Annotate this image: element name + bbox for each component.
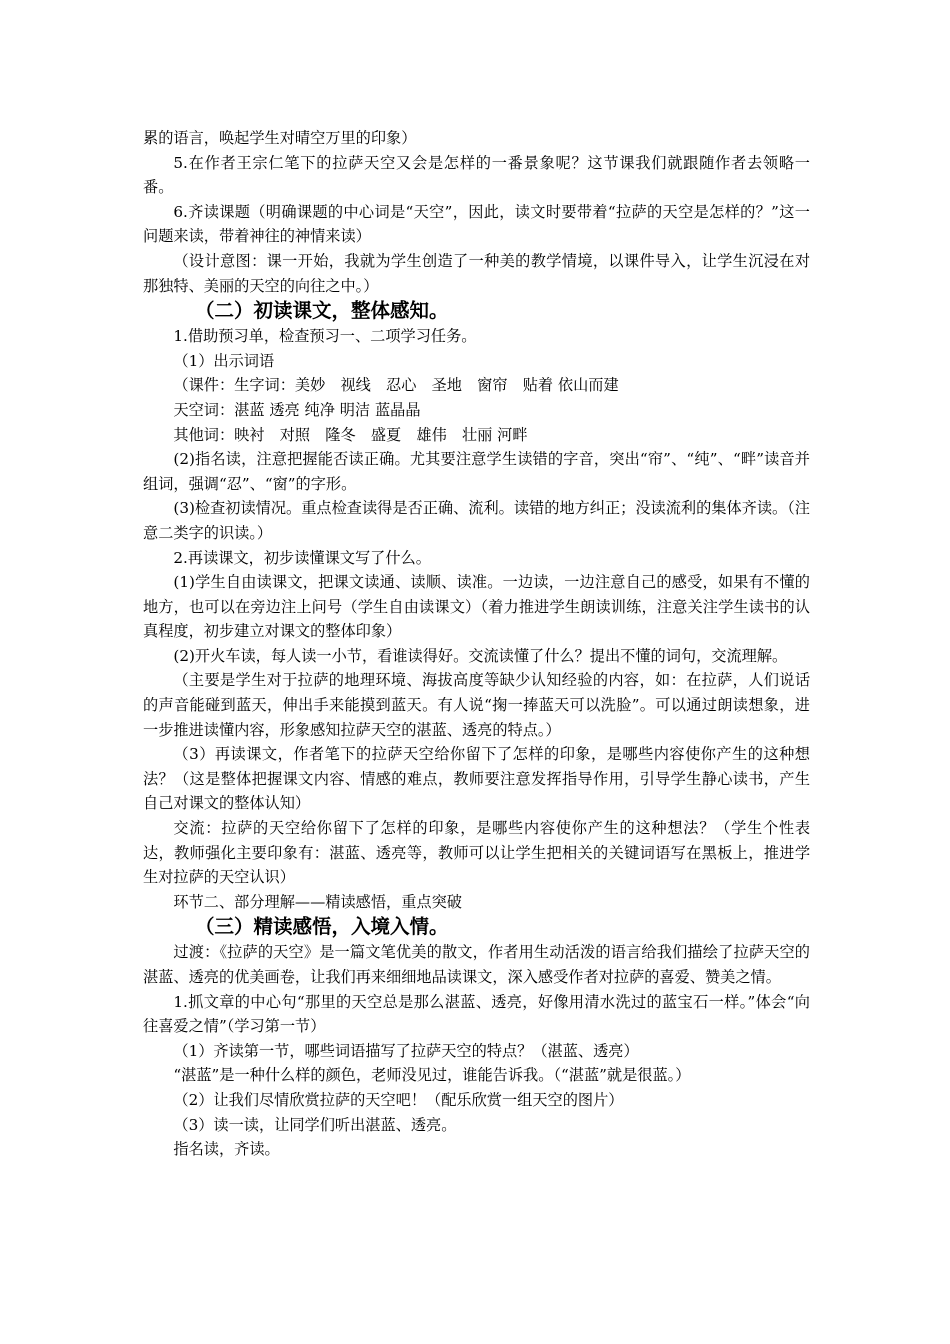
paragraph: （3）再读课文，作者笔下的拉萨天空给你留下了怎样的印象，是哪些内容使你产生的这种想法？（这是整体把握课文内容、情感的难点，教师要注意发挥指导作用，引导学生静心读书，产生自己对课文的整体认知） bbox=[143, 745, 810, 813]
paragraph: （主要是学生对于拉萨的地理环境、海拔高度等缺少认知经验的内容，如：在拉萨，人们说话的声音能碰到蓝天，伸出手来能摸到蓝天。有人说“掬一捧蓝天可以洗脸”。可以通过朗读想象，进一步推进读懂内容，形象感知拉萨天空的湛蓝、透亮的特点。） bbox=[143, 671, 810, 739]
paragraph: 交流：拉萨的天空给你留下了怎样的印象，是哪些内容使你产生的这种想法？（学生个性表达，教师强化主要印象有：湛蓝、透亮等，教师可以让学生把相关的关键词语写在黑板上，推进学生对拉萨的天空认识） bbox=[143, 819, 810, 887]
word-list-line: 其他词：映衬 对照 隆冬 盛夏 雄伟 壮丽 河畔 bbox=[173, 425, 528, 444]
paragraph: 2.再读课文，初步读懂课文写了什么。 bbox=[173, 548, 431, 567]
paragraph: （1）齐读第一节，哪些词语描写了拉萨天空的特点？（湛蓝、透亮） bbox=[173, 1041, 639, 1060]
paragraph: (1)学生自由读课文，把课文读通、读顺、读准。一边读，一边注意自己的感受，如果有不懂的地方，也可以在旁边注上问号（学生自由读课文）（着力推进学生朗读训练，注意关注学生读书的认真程度，初步建立对课文的整体印象） bbox=[143, 573, 810, 641]
section-heading: （二）初读课文，整体感知。 bbox=[195, 299, 449, 323]
paragraph: (3)检查初读情况。重点检查读得是否正确、流利。读错的地方纠正；没读流利的集体齐读。（注意二类字的识读。） bbox=[143, 499, 810, 542]
section-heading: （三）精读感悟，入境入情。 bbox=[195, 915, 449, 939]
design-intent-note: （设计意图：课一开始，我就为学生创造了一种美的教学情境，以课件导入，让学生沉浸在对那独特、美丽的天空的向往之中。） bbox=[143, 251, 810, 295]
paragraph: 过渡：《拉萨的天空》是一篇文笔优美的散文，作者用生动活泼的语言给我们描绘了拉萨天空的湛蓝、透亮的优美画卷，让我们再来细细地品读课文，深入感受作者对拉萨的喜爱、赞美之情。 bbox=[143, 943, 810, 986]
paragraph: （1）出示词语 bbox=[173, 351, 275, 370]
paragraph: （2）让我们尽情欣赏拉萨的天空吧！（配乐欣赏一组天空的图片） bbox=[173, 1090, 624, 1109]
paragraph: “湛蓝”是一种什么样的颜色，老师没见过，谁能告诉我。（“湛蓝”就是很蓝。） bbox=[173, 1066, 691, 1085]
paragraph: 累的语言，唤起学生对晴空万里的印象） bbox=[143, 129, 417, 147]
paragraph: (2)开火车读，每人读一小节，看谁读得好。交流读懂了什么？提出不懂的词句，交流理解。 bbox=[173, 646, 788, 665]
word-list-line: （课件：生字词：美妙 视线 忍心 圣地 窗帘 贴着 依山而建 bbox=[173, 376, 619, 395]
paragraph: 1.借助预习单，检查预习一、二项学习任务。 bbox=[173, 327, 477, 346]
paragraph: 5.在作者王宗仁笔下的拉萨天空又会是怎样的一番景象呢？这节课我们就跟随作者去领略一番。 bbox=[143, 153, 810, 197]
paragraph: 环节二、部分理解——精读感悟，重点突破 bbox=[173, 892, 462, 911]
paragraph: 指名读，齐读。 bbox=[173, 1140, 280, 1159]
paragraph: (2)指名读，注意把握能否读正确。尤其要注意学生读错的字音，突出“帘”、“纯”、“畔”读音并组词，强调“忍”、“窗”的字形。 bbox=[143, 450, 810, 493]
word-list-line: 天空词：湛蓝 透亮 纯净 明洁 蓝晶晶 bbox=[173, 400, 421, 419]
paragraph: 6.齐读课题（明确课题的中心词是“天空”，因此，读文时要带着“拉萨的天空是怎样的？”这一问题来读，带着神往的神情来读） bbox=[143, 202, 810, 246]
paragraph: （3）读一读，让同学们听出湛蓝、透亮。 bbox=[173, 1115, 457, 1134]
paragraph: 1.抓文章的中心句“那里的天空总是那么湛蓝、透亮，好像用清水洗过的蓝宝石一样。”体会“向往喜爱之情”（学习第一节） bbox=[143, 992, 810, 1036]
